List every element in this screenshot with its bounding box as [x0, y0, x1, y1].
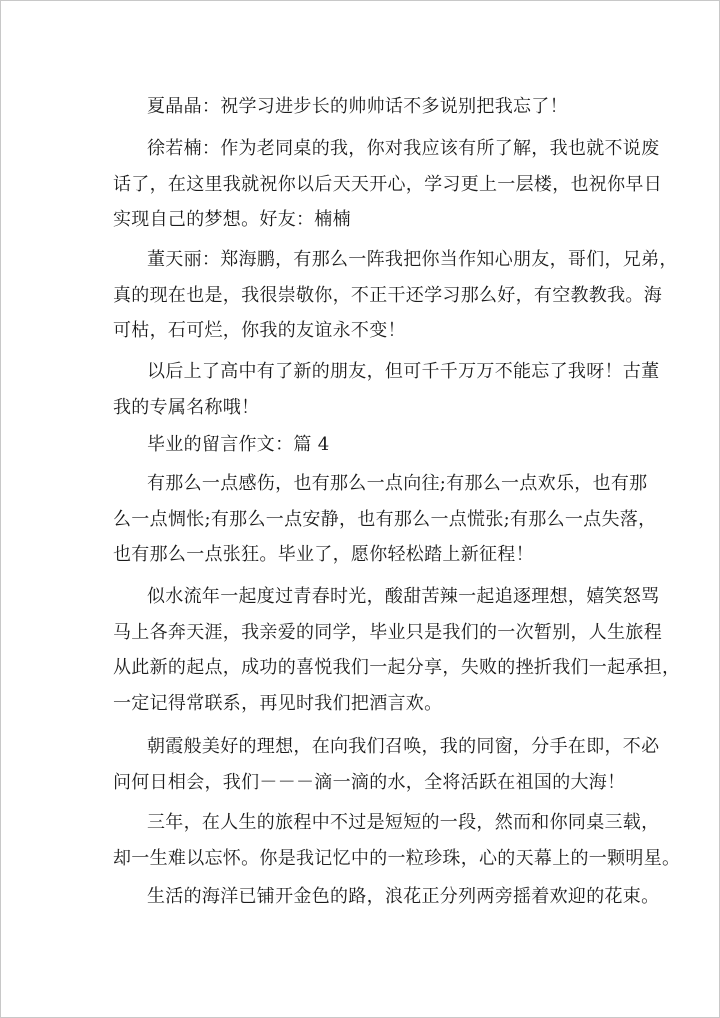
text-line: 董天丽：郑海鹏，有那么一阵我把你当作知心朋友，哥们，兄弟，	[147, 249, 678, 270]
text-line: 真的现在也是，我很崇敬你，不正干还学习那么好，有空教教我。海	[113, 284, 662, 306]
text-line: 夏晶晶：祝学习进步长的帅帅话不多说别把我忘了！	[147, 96, 568, 117]
paragraph-2	[113, 131, 662, 238]
text-line: 有那么一点感伤，也有那么一点向往;有那么一点欢乐，也有那	[147, 473, 648, 494]
text-line: 可枯，石可烂，你我的友谊永不变！	[113, 320, 406, 341]
text-line: 实现自己的梦想。好友：楠楠	[113, 209, 351, 230]
paragraph-1	[113, 89, 613, 125]
text-line: 却一生难以忘怀。你是我记忆中的一粒珍珠，心的天幕上的一颗明星。	[113, 847, 681, 869]
text-line: 生活的海洋已铺开金色的路，浪花正分列两旁摇着欢迎的花束。	[147, 886, 660, 907]
text-line: 毕业的留言作文：篇 4	[147, 434, 330, 455]
text-line: 似水流年一起度过青春时光，酸甜苦辣一起追逐理想，嬉笑怒骂	[147, 586, 660, 607]
paragraph-3	[113, 242, 678, 349]
text-line: 以后上了高中有了新的朋友，但可千千万万不能忘了我呀！古董	[147, 361, 660, 382]
paragraph-8	[113, 729, 660, 800]
paragraph-6	[113, 466, 657, 573]
text-line: 马上各奔天涯，我亲爱的同学，毕业只是我们的一次暂别，人生旅程	[113, 621, 662, 643]
text-line: 我的专属名称哦！	[113, 396, 260, 418]
text-line: 么一点惆怅;有那么一点安静，也有那么一点慌张;有那么一点失落，	[113, 508, 657, 530]
text-line: 话了，在这里我就祝你以后天天开心，学习更上一层楼，也祝你早日	[113, 173, 662, 195]
paragraph-7	[113, 579, 681, 721]
text-line: 从此新的起点，成功的喜悦我们一起分享，失败的挫折我们一起承担，	[113, 657, 681, 678]
text-line: 徐若楠：作为老同桌的我，你对我应该有所了解，我也就不说废	[147, 138, 660, 159]
text-line: 三年，在人生的旅程中不过是短短的一段，然而和你同桌三载，	[147, 812, 660, 833]
paragraph-4	[113, 354, 660, 425]
text-line: 一定记得常联系，再见时我们把酒言欢。	[113, 692, 443, 714]
text-line: 也有那么一点张狂。毕业了，愿你轻松踏上新征程！	[113, 544, 534, 565]
text-line: 问何日相会，我们－－－滴一滴的水，全将活跃在祖国的大海！	[113, 771, 626, 793]
paragraph-10	[113, 879, 660, 915]
section-heading	[113, 427, 613, 463]
paragraph-9	[113, 805, 681, 876]
text-line: 朝霞般美好的理想，在向我们召唤，我的同窗，分手在即，不必	[147, 736, 660, 757]
